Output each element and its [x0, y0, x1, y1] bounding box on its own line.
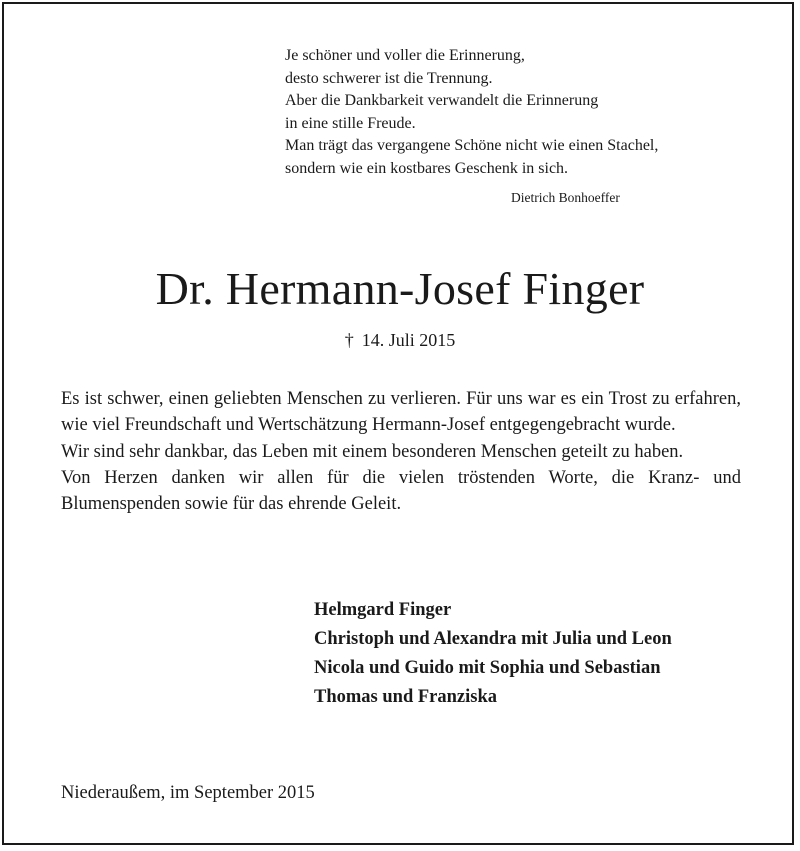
quote-author: Dietrich Bonhoeffer — [511, 190, 620, 205]
message-paragraph: Es ist schwer, einen geliebten Menschen zu verlieren. Für uns war es ein Trost zu erfahren, wie viel Freundschaft und Wertschätzung Hermann-Josef entgegengebracht wurde. — [61, 389, 741, 436]
cross-symbol: † — [344, 330, 354, 350]
quote-line: sondern wie ein kostbares Geschenk in sich. — [285, 159, 569, 177]
family-member: Christoph und Alexandra mit Julia und Leon — [314, 629, 672, 649]
deceased-name: Dr. Hermann-Josef Finger — [155, 263, 645, 314]
family-member: Helmgard Finger — [314, 600, 452, 620]
message-paragraph: Von Herzen danken wir allen für die vielen tröstenden Worte, die Kranz- und Blumenspenden sowie für das ehrende Geleit. — [61, 467, 741, 515]
family-member: Nicola und Guido mit Sophia und Sebastian — [314, 658, 661, 678]
quote-line: Man trägt das vergangene Schöne nicht wie einen Stachel, — [285, 137, 659, 154]
place-and-date: Niederaußem, im September 2015 — [61, 783, 315, 803]
bonhoeffer-quote — [285, 45, 755, 180]
death-date-line — [0, 330, 800, 351]
death-date: 14. Juli 2015 — [361, 330, 456, 350]
quote-line: Aber die Dankbarkeit verwandelt die Erinnerung — [285, 92, 599, 109]
family-signatures — [314, 596, 672, 712]
message-paragraph: Wir sind sehr dankbar, das Leben mit einem besonderen Menschen geteilt zu haben. — [61, 441, 684, 462]
quote-line: in eine stille Freude. — [285, 114, 416, 132]
family-member: Thomas und Franziska — [314, 687, 497, 707]
thank-you-message — [61, 386, 741, 517]
quote-line: Je schöner und voller die Erinnerung, — [285, 47, 525, 64]
quote-line: desto schwerer ist die Trennung. — [285, 69, 493, 87]
